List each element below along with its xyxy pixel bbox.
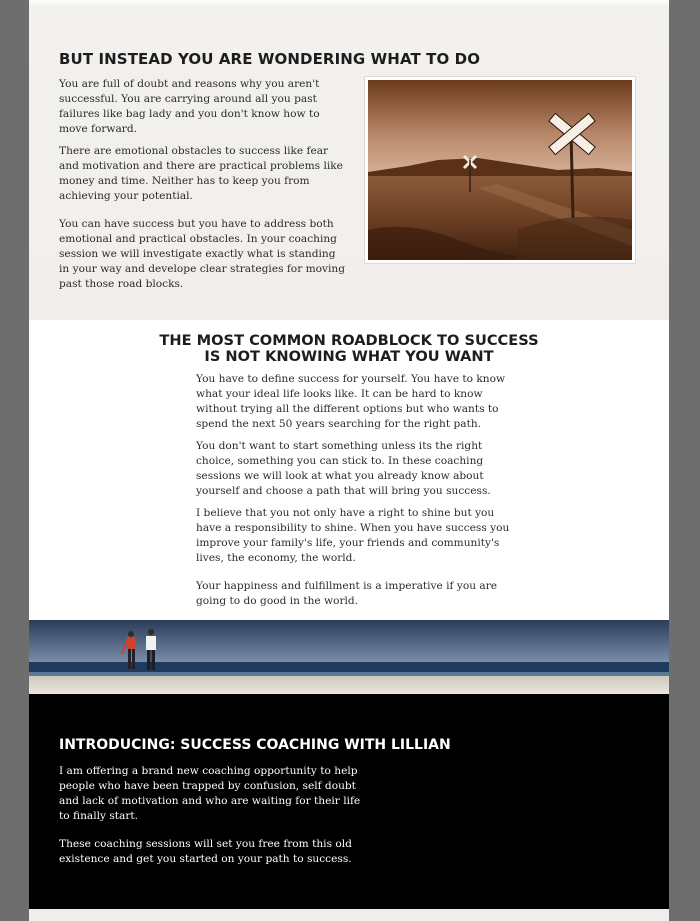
- beach-banner-image: [29, 620, 669, 694]
- paragraph: You are full of doubt and reasons why you aren't successful. You are carrying around all you past failures like bag lady and you don't know how to move forward.: [59, 78, 320, 135]
- paragraph: You have to define success for yourself. You have to know what your ideal life looks like. It can be hard to know without trying all the different options but who wants to spend the next 50 years searching for the right path.: [196, 373, 506, 430]
- section-intro-heading: INTRODUCING: SUCCESS COACHING WITH LILLIAN: [59, 737, 451, 753]
- section-roadblock-body: [196, 372, 516, 616]
- section-wondering-body: [59, 77, 349, 299]
- desert-road-image: [368, 80, 632, 260]
- section-roadblock-heading: [29, 333, 669, 365]
- paragraph: There are emotional obstacles to success like fear and motivation and there are practical problems like money and time. Neither has to keep you from achieving your potential.: [59, 145, 343, 202]
- heading-line: THE MOST COMMON ROADBLOCK TO SUCCESS: [159, 332, 539, 349]
- paragraph: I believe that you not only have a right to shine but you have a responsibility to shine. When you have success you improve your family's life, your friends and community's lives, the economy, the world.: [196, 507, 510, 564]
- section-intro: [29, 694, 669, 909]
- paragraph: You can have success but you have to address both emotional and practical obstacles. In your coaching session we will investigate exactly what is standing in your way and develope clear strategies for moving past those road blocks.: [59, 218, 346, 290]
- paragraph: These coaching sessions will set you free from this old existence and get you started on your path to success.: [59, 838, 352, 865]
- railroad-crossing-photo: [364, 76, 636, 264]
- section-wondering-heading: BUT INSTEAD YOU ARE WONDERING WHAT TO DO: [59, 50, 481, 68]
- section-wondering: [29, 0, 669, 320]
- section-intro-body: [59, 764, 369, 880]
- page: [29, 0, 669, 921]
- paragraph: You don't want to start something unless its the right choice, something you can stick to. In these coaching sessions we will look at what you already know about yourself and choose a path that will bring you success.: [196, 440, 491, 497]
- heading-line: IS NOT KNOWING WHAT YOU WANT: [204, 348, 494, 365]
- bottom-strip: [29, 909, 669, 921]
- paragraph: I am offering a brand new coaching opportunity to help people who have been trapped by confusion, self doubt and lack of motivation and who are waiting for their life to finally start.: [59, 765, 361, 822]
- section-roadblock: [29, 320, 669, 620]
- paragraph: Your happiness and fulfillment is a imperative if you are going to do good in the world.: [196, 580, 498, 607]
